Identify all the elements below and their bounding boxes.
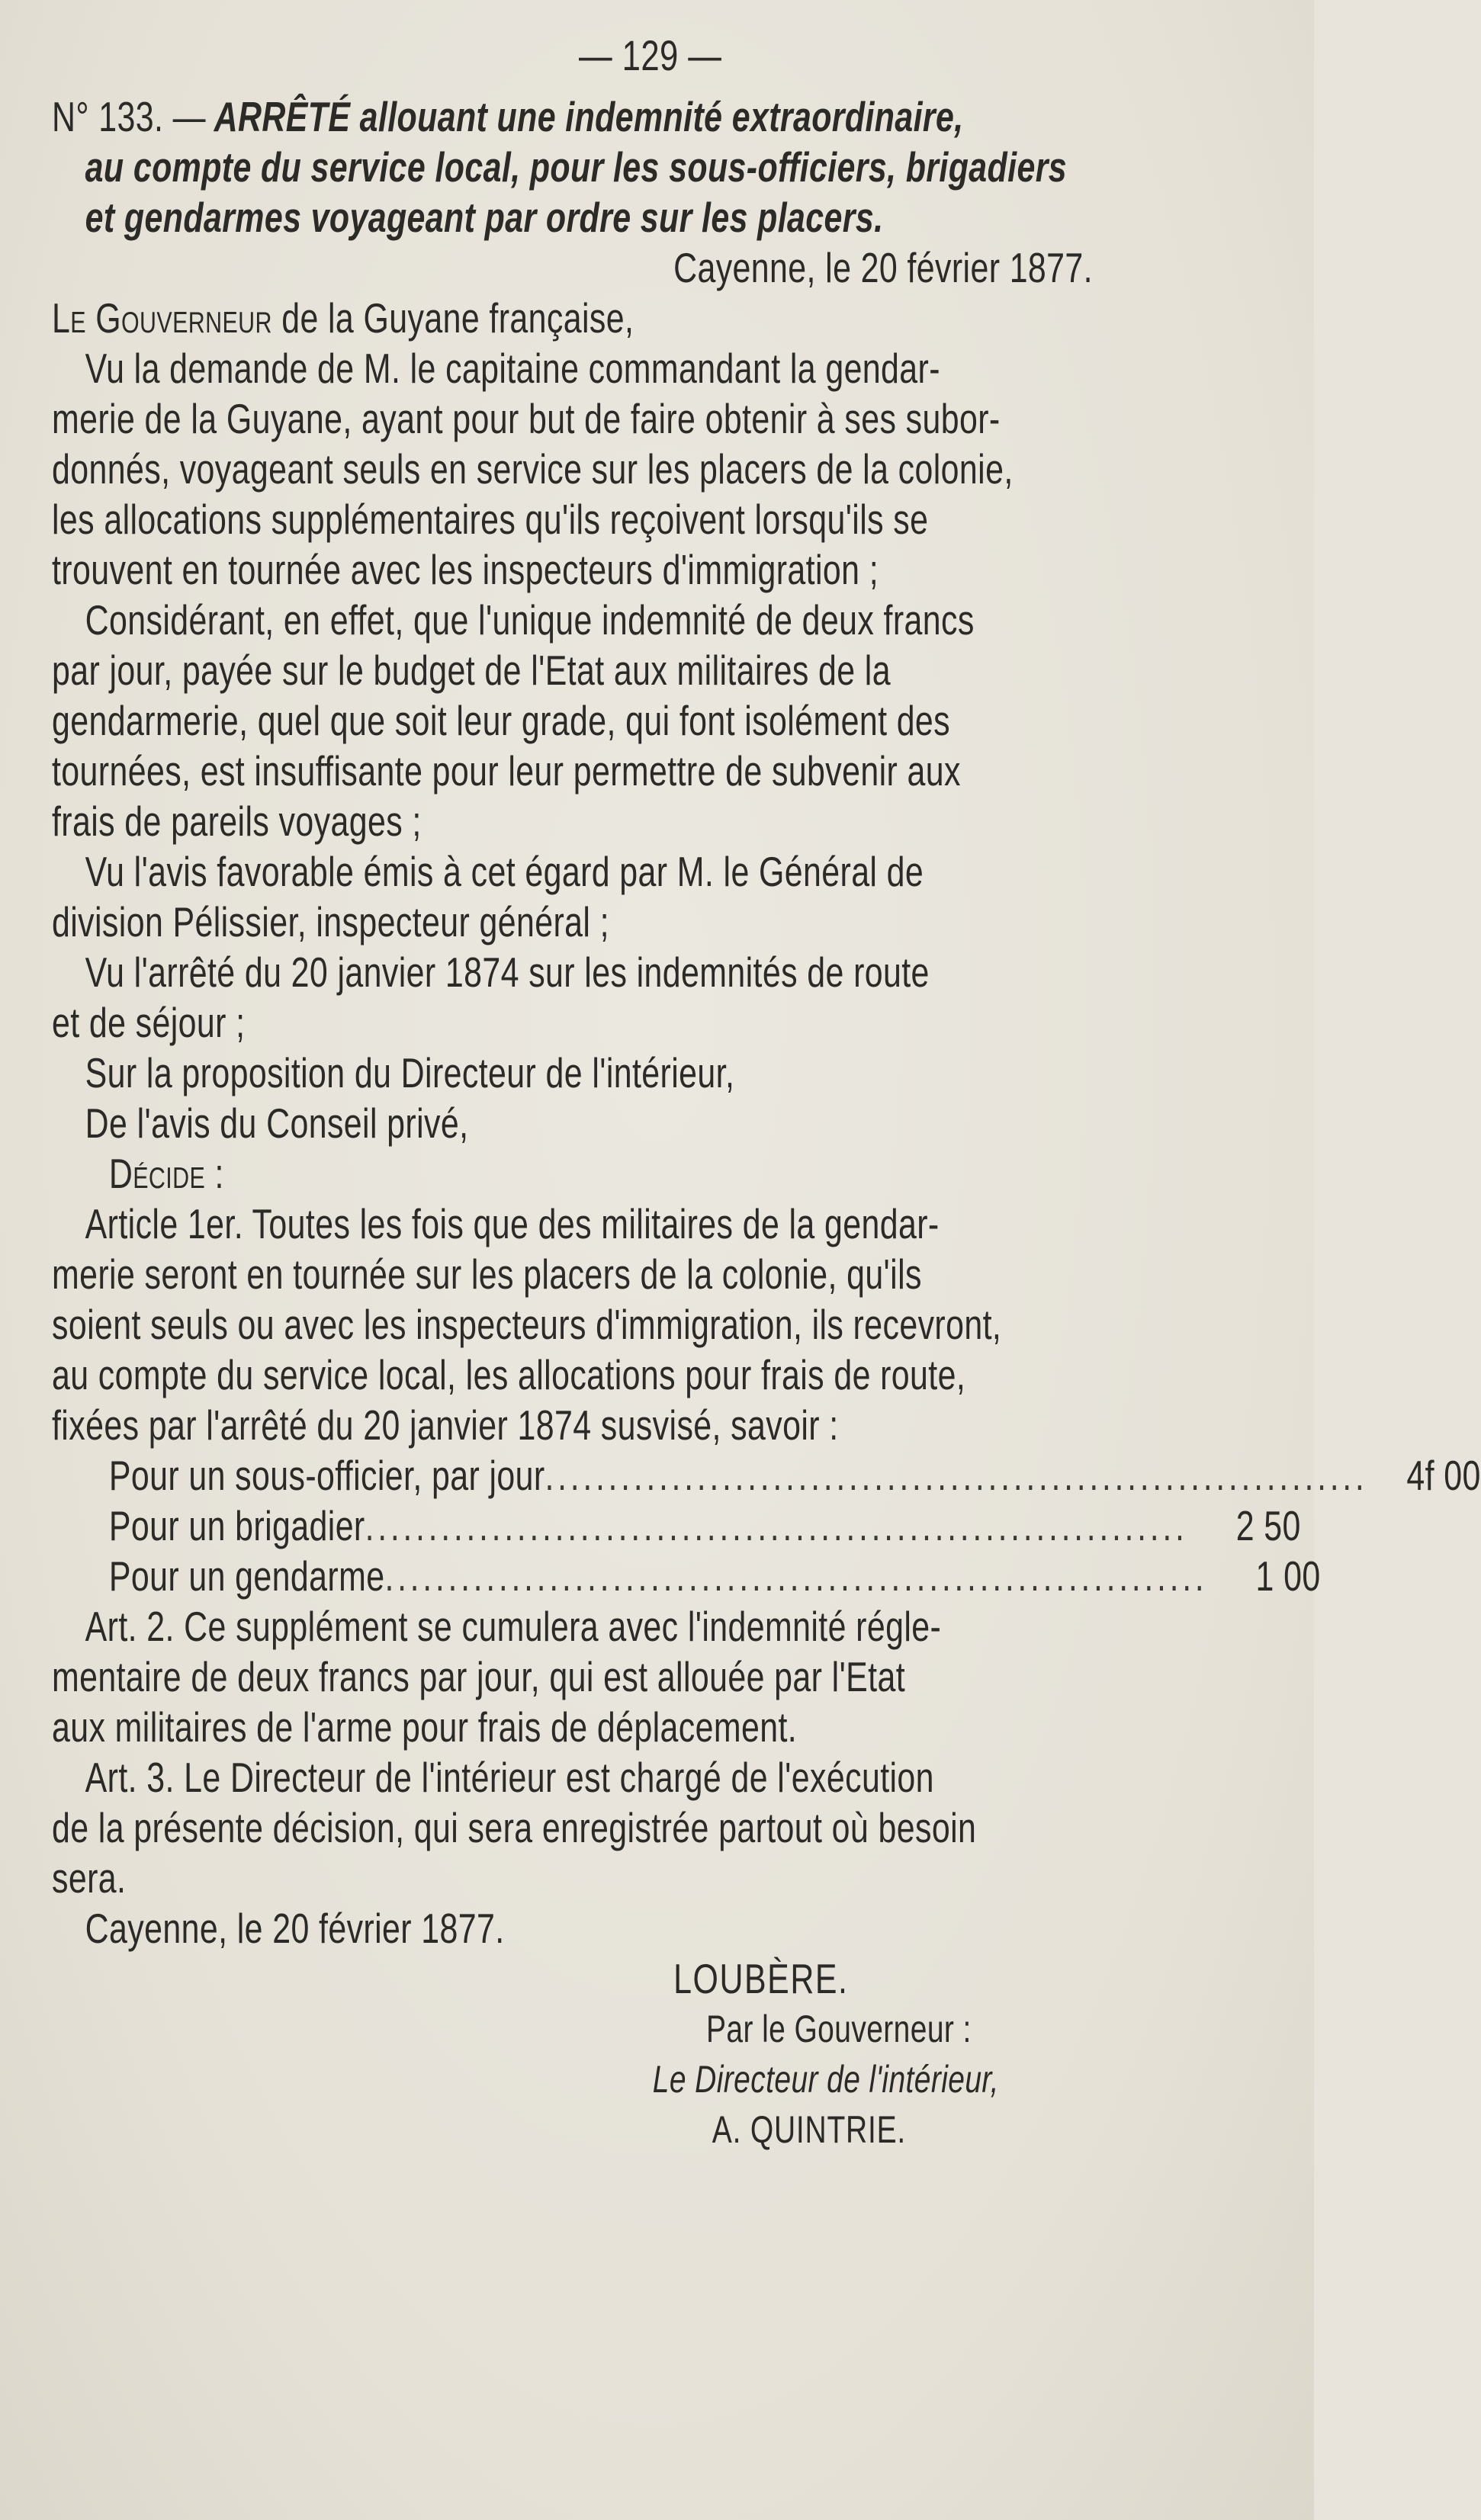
considerant-arrete-1874 bbox=[52, 947, 1248, 1048]
text-line: par jour, payée sur le budget de l'Etat aux militaires de la bbox=[52, 647, 891, 694]
leader-dots: ................................................................. bbox=[545, 1452, 1368, 1499]
text-line: frais de pareils voyages ; bbox=[52, 798, 422, 845]
decree-title-line-2: au compte du service local, pour les sous-officiers, brigadiers bbox=[85, 143, 1068, 191]
text-line: soient seuls ou avec les inspecteurs d'immigration, ils recevront, bbox=[52, 1301, 1002, 1348]
text-line: Vu l'avis favorable émis à cet égard par M. le Général de bbox=[85, 848, 924, 895]
decree-title-text: ARRÊTÉ allouant une indemnité extraordinaire, bbox=[214, 93, 964, 140]
text-line: aux militaires de l'arme pour frais de déplacement. bbox=[52, 1703, 798, 1751]
text-line: merie de la Guyane, ayant pour but de faire obtenir à ses subor- bbox=[52, 395, 1001, 442]
article-2 bbox=[52, 1601, 1248, 1752]
closing-date: Cayenne, le 20 février 1877. bbox=[85, 1905, 505, 1952]
text-line: tournées, est insuffisante pour leur permettre de subvenir aux bbox=[52, 747, 961, 795]
text-line: au compte du service local, les allocations pour frais de route, bbox=[52, 1351, 966, 1398]
signature-block bbox=[52, 1953, 1248, 2155]
considerant-vu-demande bbox=[52, 343, 1248, 595]
text-line: Vu l'arrêté du 20 janvier 1874 sur les indemnités de route bbox=[85, 949, 930, 996]
allowance-row bbox=[52, 1551, 1321, 1601]
allowance-label: Pour un sous-officier, par jour bbox=[108, 1452, 545, 1499]
text-line: les allocations supplémentaires qu'ils reçoivent lorsqu'ils se bbox=[52, 496, 929, 543]
allowance-amount: 1 00 bbox=[1255, 1552, 1321, 1600]
decree-title-line-3: et gendarmes voyageant par ordre sur les placers. bbox=[85, 194, 884, 241]
considerant-insuffisance bbox=[52, 595, 1248, 846]
allowance-row bbox=[52, 1450, 1481, 1501]
allowance-label: Pour un brigadier bbox=[108, 1502, 365, 1549]
text-line: Considérant, en effet, que l'unique indemnité de deux francs bbox=[85, 596, 975, 644]
leader-dots: ................................................................. bbox=[384, 1552, 1208, 1600]
signature-name: LOUBÈRE. bbox=[673, 1955, 849, 2002]
considerant-conseil: De l'avis du Conseil privé, bbox=[85, 1099, 469, 1147]
decree-title-line-1 bbox=[52, 91, 1248, 142]
page-number: — 129 — bbox=[579, 31, 722, 79]
text-line: Art. 3. Le Directeur de l'intérieur est chargé de l'exécution bbox=[85, 1754, 934, 1801]
text-line: trouvent en tournée avec les inspecteurs d'immigration ; bbox=[52, 546, 879, 593]
signature-title: Le Directeur de l'intérieur, bbox=[652, 2058, 999, 2101]
considerant-proposition: Sur la proposition du Directeur de l'intérieur, bbox=[85, 1049, 735, 1096]
allowance-amount: 4f 00 bbox=[1406, 1452, 1481, 1499]
governor-lead: Le Gouverneur bbox=[52, 294, 272, 342]
text-line: merie seront en tournée sur les placers de la colonie, qu'ils bbox=[52, 1250, 922, 1298]
allowance-amount: 2 50 bbox=[1235, 1502, 1301, 1549]
allowance-table bbox=[52, 1450, 1481, 1601]
text-line: Art. 2. Ce supplément se cumulera avec l'indemnité régle- bbox=[85, 1603, 942, 1650]
governor-rest: de la Guyane française, bbox=[271, 294, 634, 342]
text-line: de la présente décision, qui sera enregistrée partout où besoin bbox=[52, 1804, 977, 1851]
text-line: fixées par l'arrêté du 20 janvier 1874 susvisé, savoir : bbox=[52, 1401, 839, 1449]
document-text bbox=[52, 30, 1481, 2155]
signature-by: Par le Gouverneur : bbox=[705, 2008, 972, 2050]
allowance-label: Pour un gendarme bbox=[108, 1552, 385, 1600]
text-line: et de séjour ; bbox=[52, 999, 246, 1046]
article-1 bbox=[52, 1199, 1248, 1450]
signature-official: A. QUINTRIE. bbox=[712, 2108, 907, 2151]
allowance-row bbox=[52, 1501, 1301, 1551]
text-line: mentaire de deux francs par jour, qui est allouée par l'Etat bbox=[52, 1653, 906, 1700]
text-line: division Pélissier, inspecteur général ; bbox=[52, 898, 609, 945]
text-line: Article 1er. Toutes les fois que des militaires de la gendar- bbox=[85, 1200, 940, 1247]
leader-dots: ................................................................. bbox=[365, 1502, 1188, 1549]
decide-heading: Décide : bbox=[108, 1150, 224, 1197]
text-line: donnés, voyageant seuls en service sur les placers de la colonie, bbox=[52, 445, 1014, 493]
article-3 bbox=[52, 1752, 1248, 1903]
decree-number: N° 133. — bbox=[52, 93, 206, 140]
place-date: Cayenne, le 20 février 1877. bbox=[673, 244, 1093, 291]
text-line: Vu la demande de M. le capitaine commandant la gendar- bbox=[85, 345, 940, 392]
text-line: sera. bbox=[52, 1854, 127, 1902]
governor-line bbox=[52, 293, 1248, 343]
considerant-avis-general bbox=[52, 846, 1248, 947]
text-line: gendarmerie, quel que soit leur grade, qui font isolément des bbox=[52, 697, 951, 744]
